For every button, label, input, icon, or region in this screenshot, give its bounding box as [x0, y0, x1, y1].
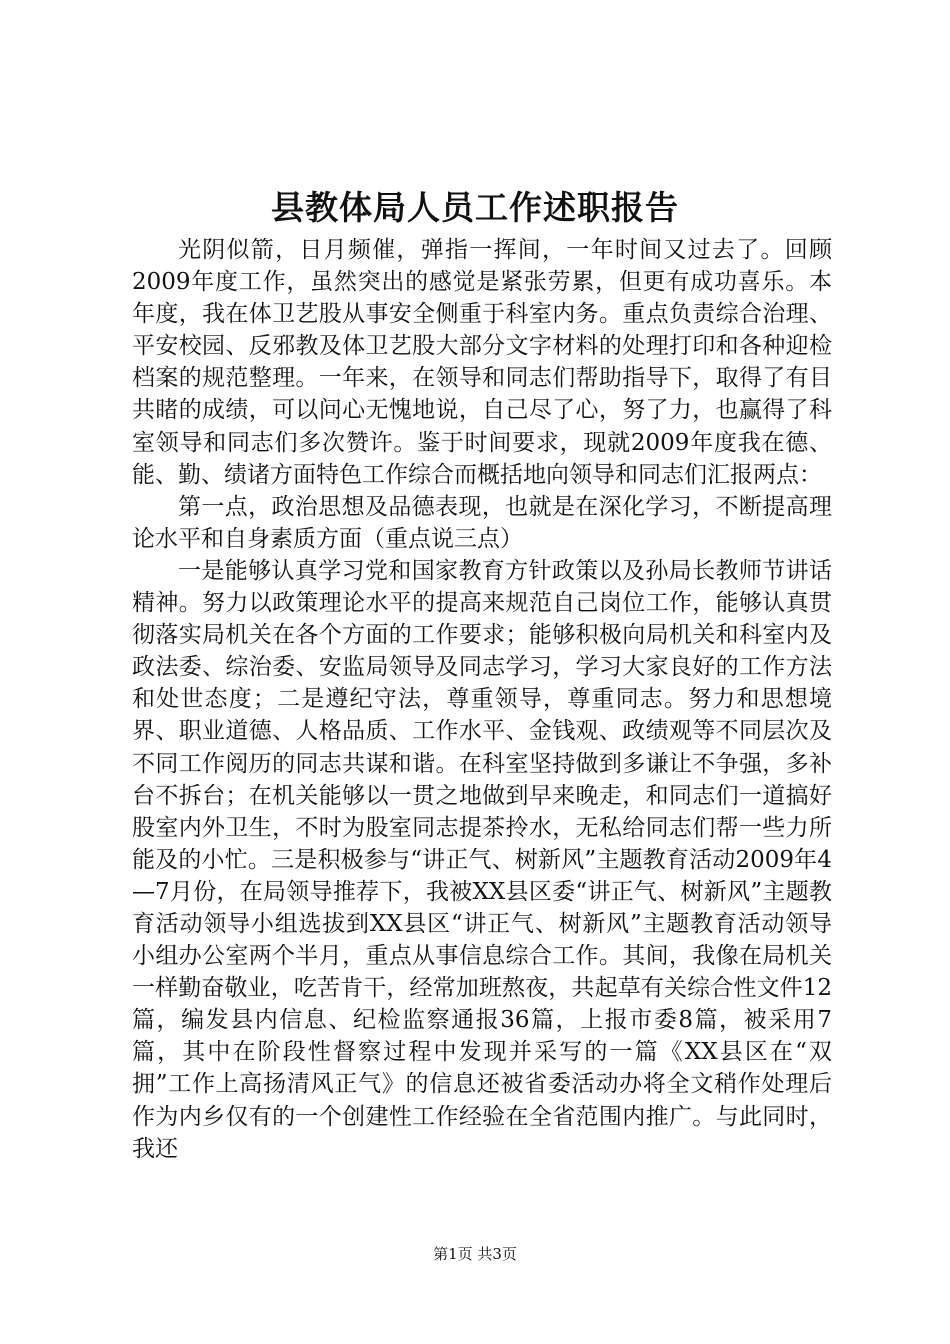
document-title: 县教体局人员工作述职报告	[271, 188, 679, 227]
document-body	[132, 234, 832, 1165]
paragraph-intro: 光阴似箭，日月频催，弹指一挥间，一年时间又过去了。回顾2009年度工作，虽然突出的感觉是紧张劳累，但更有成功喜乐。本年度，我在体卫艺股从事安全侧重于科室内务。重点负责综合治理、平安校园、反邪教及体卫艺股大部分文字材料的处理打印和各种迎检档案的规范整理。一年来，在领导和同志们帮助指导下，取得了有目共睹的成绩，可以问心无愧地说，自己尽了心，努了力，也赢得了科室领导和同志们多次赞许。鉴于时间要求，现就2009年度我在德、能、勤、绩诸方面特色工作综合而概括地向领导和同志们汇报两点：	[132, 237, 832, 488]
page-footer: 第1页 共3页	[433, 1245, 517, 1263]
paragraph-details: 一是能够认真学习党和国家教育方针政策以及孙局长教师节讲话精神。努力以政策理论水平的提高来规范自己岗位工作，能够认真贯彻落实局机关在各个方面的工作要求；能够积极向局机关和科室内及政法委、综治委、安监局领导及同志学习，学习大家良好的工作方法和处世态度；二是遵纪守法，尊重领导，尊重同志。努力和思想境界、职业道德、人格品质、工作水平、金钱观、政绩观等不同层次及不同工作阅历的同志共谋和谐。在科室坚持做到多谦让不争强，多补台不拆台；在机关能够以一贯之地做到早来晚走，和同志们一道搞好股室内外卫生，不时为股室同志提茶拎水，无私给同志们帮一些力所能及的小忙。三是积极参与“讲正气、树新风”主题教育活动2009年4—7月份，在局领导推荐下，我被XX县区委“讲正气、树新风”主题教育活动领导小组选拔到XX县区“讲正气、树新风”主题教育活动领导小组办公室两个半月，重点从事信息综合工作。其间，我像在局机关一样勤奋敬业，吃苦肯干，经常加班熬夜，共起草有关综合性文件12篇，编发县内信息、纪检监察通报36篇，上报市委8篇，被采用7篇，其中在阶段性督察过程中发现并采写的一篇《XX县区在“双拥”工作上高扬清风正气》的信息还被省委活动办将全文稍作处理后作为内乡仅有的一个创建性工作经验在全省范围内推广。与此同时，我还	[132, 557, 832, 1162]
paragraph-point-one: 第一点，政治思想及品德表现，也就是在深化学习，不断提高理论水平和自身素质方面（重点说三点）	[132, 493, 832, 552]
